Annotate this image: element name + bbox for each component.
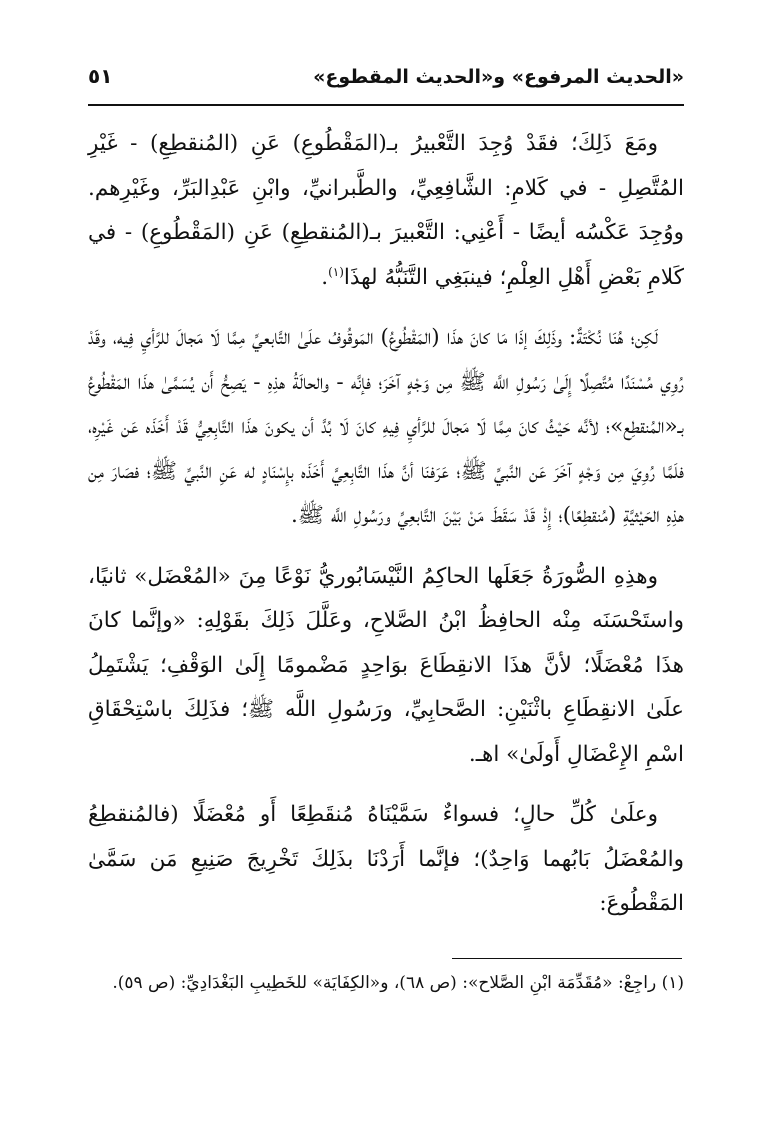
page-header [88,58,684,98]
page-number: ٥١ [88,64,113,88]
paragraph-text: ومَعَ ذَلِكَ؛ فقَدْ وُجِدَ التَّعْبيرُ بـ(المَقْطُوعِ) عَنِ (المُنقطِعِ) - غَيْرِ المُتَّصِلِ - في كَلامِ: الشَّافِعِيِّ، والطَّبرانيِّ، وابْنِ عَبْدِالبَرِّ، وغَيْرِهم. ووُجِدَ عَكْسُه أيضًا - أَعْنِي: التَّعْبيرَ بـ(المُنقطِعِ) عَنِ (المَقْطُوعِ) - في كَلامِ بَعْضِ أَهْلِ العِلْمِ؛ فينبَغِي التَّنَبُّهُ لهذَا [88,131,684,290]
footnote-rule [452,958,682,959]
paragraph: لَكِن؛ هُنَا نُكْتَةٌ: وذَلِكَ إذَا مَا كانَ هذَا (المَقْطُوعُ) المَوقُوفُ علَىٰ التَّابعيِّ مِمَّا لَا مَجالَ للرَّأيِ فِيه، وقَدْ رُوِي مُسْنَدًا مُتَّصِلًا إِلَىٰ رَسُولِ اللَّه ﷺ مِن وَجْهٍ آخَرَ؛ فإنَّه - والحالَةُ هذِهِ - يَصِحُّ أَن يُسَمَّىٰ هذَا المَقْطُوعُ بـ«المُنقطِع»؛ لأنَّه حَيْثُ كانَ مِمَّا لَا مَجالَ للرَّأيِ فِيهِ كانَ لَا بُدَّ أن يكونَ هذَا التَّابِعِيُّ قَدْ أَخَذَه عَن غَيْرِه، فلَمَّا رُوِيَ مِن وَجْهٍ آخَرَ عَن النَّبيِّ ﷺ؛ عَرَفنَا أنَّ هذَا التَّابِعِيَّ أَخَذَه بإِسْنَادٍ له عَنِ النَّبيِّ ﷺ؛ فصَارَ مِن هذِهِ الحَيْثيَّةِ (مُنقطِعًا)؛ إِذْ قَدْ سَقَطَ مَنْ بَيْنَ التَّابعِيِّ ورَسُولِ اللَّه ﷺ. [88,325,684,528]
header-rule [88,104,684,106]
footnote-reference: (١) [328,264,344,279]
running-title: «الحديث المرفوع» و«الحديث المقطوع» [313,66,684,88]
paragraph: وعلَىٰ كُلِّ حالٍ؛ فسواءٌ سَمَّيْنَاهُ مُنقَطِعًا أَو مُعْضَلًا (فالمُنقطِعُ والمُعْضَلُ بَابُهما وَاحِدٌ)؛ فإنَّما أَرَدْنَا بذَلِكَ تَخْرِيجَ صَنِيعِ مَن سَمَّىٰ المَقْطُوعَ: [88,802,684,916]
footnote: (١) راجِعْ: «مُقَدِّمَة ابْنِ الصَّلاح»: (ص ٦٨)، و«الكِفَايَة» للخَطِيبِ البَغْدَادِيِّ: (ص ٥٩). [112,973,684,993]
paragraph: ومَعَ ذَلِكَ؛ فقَدْ وُجِدَ التَّعْبيرُ بـ(المَقْطُوعِ) عَنِ (المُنقطِعِ) - غَيْرِ المُتَّصِلِ - في كَلامِ: الشَّافِعِيِّ، والطَّبرانيِّ، وابْنِ عَبْدِالبَرِّ، وغَيْرِهم. ووُجِدَ عَكْسُه أيضًا - أَعْنِي: التَّعْبيرَ بـ(المُنقطِعِ) عَنِ (المَقْطُوعِ) - في كَلامِ بَعْضِ أَهْلِ العِلْمِ؛ فينبَغِي التَّنَبُّهُ لهذَا$^{(١)}$. [88,131,684,290]
main-text [88,122,684,943]
paragraph: وهذِهِ الصُّورَةُ جَعَلَها الحاكِمُ النَّيْسَابُوريُّ نَوْعًا مِنَ «المُعْضَل» ثانيًا، واستَحْسَنَه مِنْه الحافِظُ ابْنُ الصَّلاحِ، وعَلَّلَ ذَلِكَ بقَوْلِهِ: «وإنَّما كانَ هذَا مُعْضَلًا؛ لأنَّ هذَا الانقِطَاعَ بوَاحِدٍ مَضْمومًا إِلَىٰ الوَقْفِ؛ يَشْتَمِلُ علَىٰ الانقِطَاعِ باثْنَيْنِ: الصَّحابِيِّ، ورَسُولِ اللَّه ﷺ؛ فذَلِكَ باسْتِحْقَاقِ اسْمِ الإِعْضَالِ أَولَىٰ» اهـ. [88,563,684,767]
